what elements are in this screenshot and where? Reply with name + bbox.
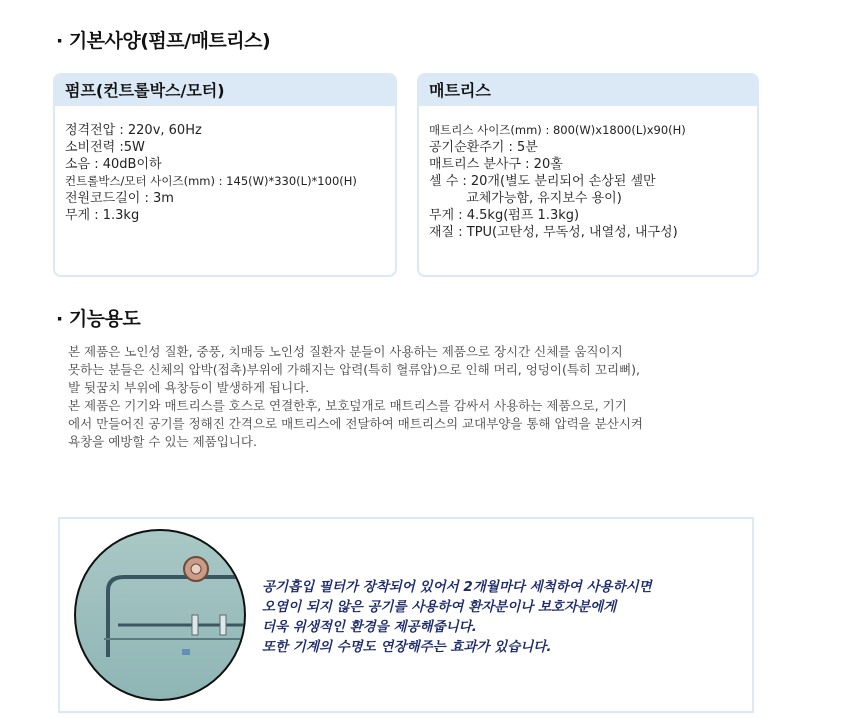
usage-line: 발 뒷꿈치 부위에 욕창등이 발생하게 됩니다. bbox=[68, 380, 310, 395]
pump-spec-title: 펌프(컨트롤박스/모터) bbox=[55, 75, 395, 106]
usage-line: 본 제품은 기기와 매트리스를 호스로 연결한후, 보호덮개로 매트리스를 감싸서 사용하는 제품으로, 기기 bbox=[68, 398, 627, 413]
spec-item: 매트리스 분사구 : 20홀 bbox=[429, 157, 563, 172]
spec-item: 교체가능함, 유지보수 용이) bbox=[429, 191, 622, 206]
spec-item: 컨트롤박스/모터 사이즈(mm) : 145(W)*330(L)*100(H) bbox=[65, 174, 357, 188]
spec-item: 소비전력 :5W bbox=[65, 140, 145, 155]
spec-item: 무게 : 1.3kg bbox=[65, 208, 140, 223]
spec-item: 소음 : 40dB이하 bbox=[65, 157, 162, 172]
mattress-spec-title: 매트리스 bbox=[419, 75, 757, 106]
spec-item: 셀 수 : 20개(별도 분리되어 손상된 셀만 bbox=[429, 174, 656, 189]
spec-item: 재질 : TPU(고탄성, 무독성, 내열성, 내구성) bbox=[429, 225, 678, 240]
pump-spec-box bbox=[53, 73, 397, 277]
usage-line: 욕창을 예방할 수 있는 제품입니다. bbox=[68, 434, 257, 449]
spec-item: 전원코드길이 : 3m bbox=[65, 191, 174, 206]
spec-section-title: · 기본사양(펌프/매트리스) bbox=[56, 30, 271, 52]
spec-item: 공기순환주기 : 5분 bbox=[429, 140, 538, 155]
usage-line: 못하는 분들은 신체의 압박(접촉)부위에 가해지는 압력(특히 혈류압)으로 인해 머리, 엉덩이(특히 꼬리뼈), bbox=[68, 362, 641, 377]
feature-line: 공기흡입 필터가 장착되어 있어서 2개월마다 세척하여 사용하시면 bbox=[262, 579, 652, 595]
feature-line: 더욱 위생적인 환경을 제공해줍니다. bbox=[262, 619, 477, 635]
usage-section-title: · 기능용도 bbox=[56, 308, 141, 330]
filter-feature-box bbox=[58, 517, 754, 713]
air-filter-photo bbox=[74, 529, 246, 701]
spec-item: 무게 : 4.5kg(펌프 1.3kg) bbox=[429, 208, 580, 223]
mattress-spec-list bbox=[419, 106, 757, 241]
feature-line: 오염이 되지 않은 공기를 사용하여 환자분이나 보호자분에게 bbox=[262, 599, 617, 615]
usage-paragraph bbox=[68, 343, 768, 451]
mattress-spec-box bbox=[417, 73, 759, 277]
feature-line: 또한 기계의 수명도 연장해주는 효과가 있습니다. bbox=[262, 639, 552, 655]
filter-feature-text bbox=[262, 577, 652, 657]
spec-item: 정격전압 : 220v, 60Hz bbox=[65, 123, 202, 138]
usage-line: 본 제품은 노인성 질환, 중풍, 치매등 노인성 질환자 분들이 사용하는 제품으로 장시간 신체를 움직이지 bbox=[68, 344, 623, 359]
pump-spec-list bbox=[55, 106, 395, 224]
spec-item: 매트리스 사이즈(mm) : 800(W)x1800(L)x90(H) bbox=[429, 123, 686, 137]
usage-line: 에서 만들어진 공기를 정해진 간격으로 매트리스에 전달하여 매트리스의 교대부양을 통해 압력을 분산시켜 bbox=[68, 416, 644, 431]
